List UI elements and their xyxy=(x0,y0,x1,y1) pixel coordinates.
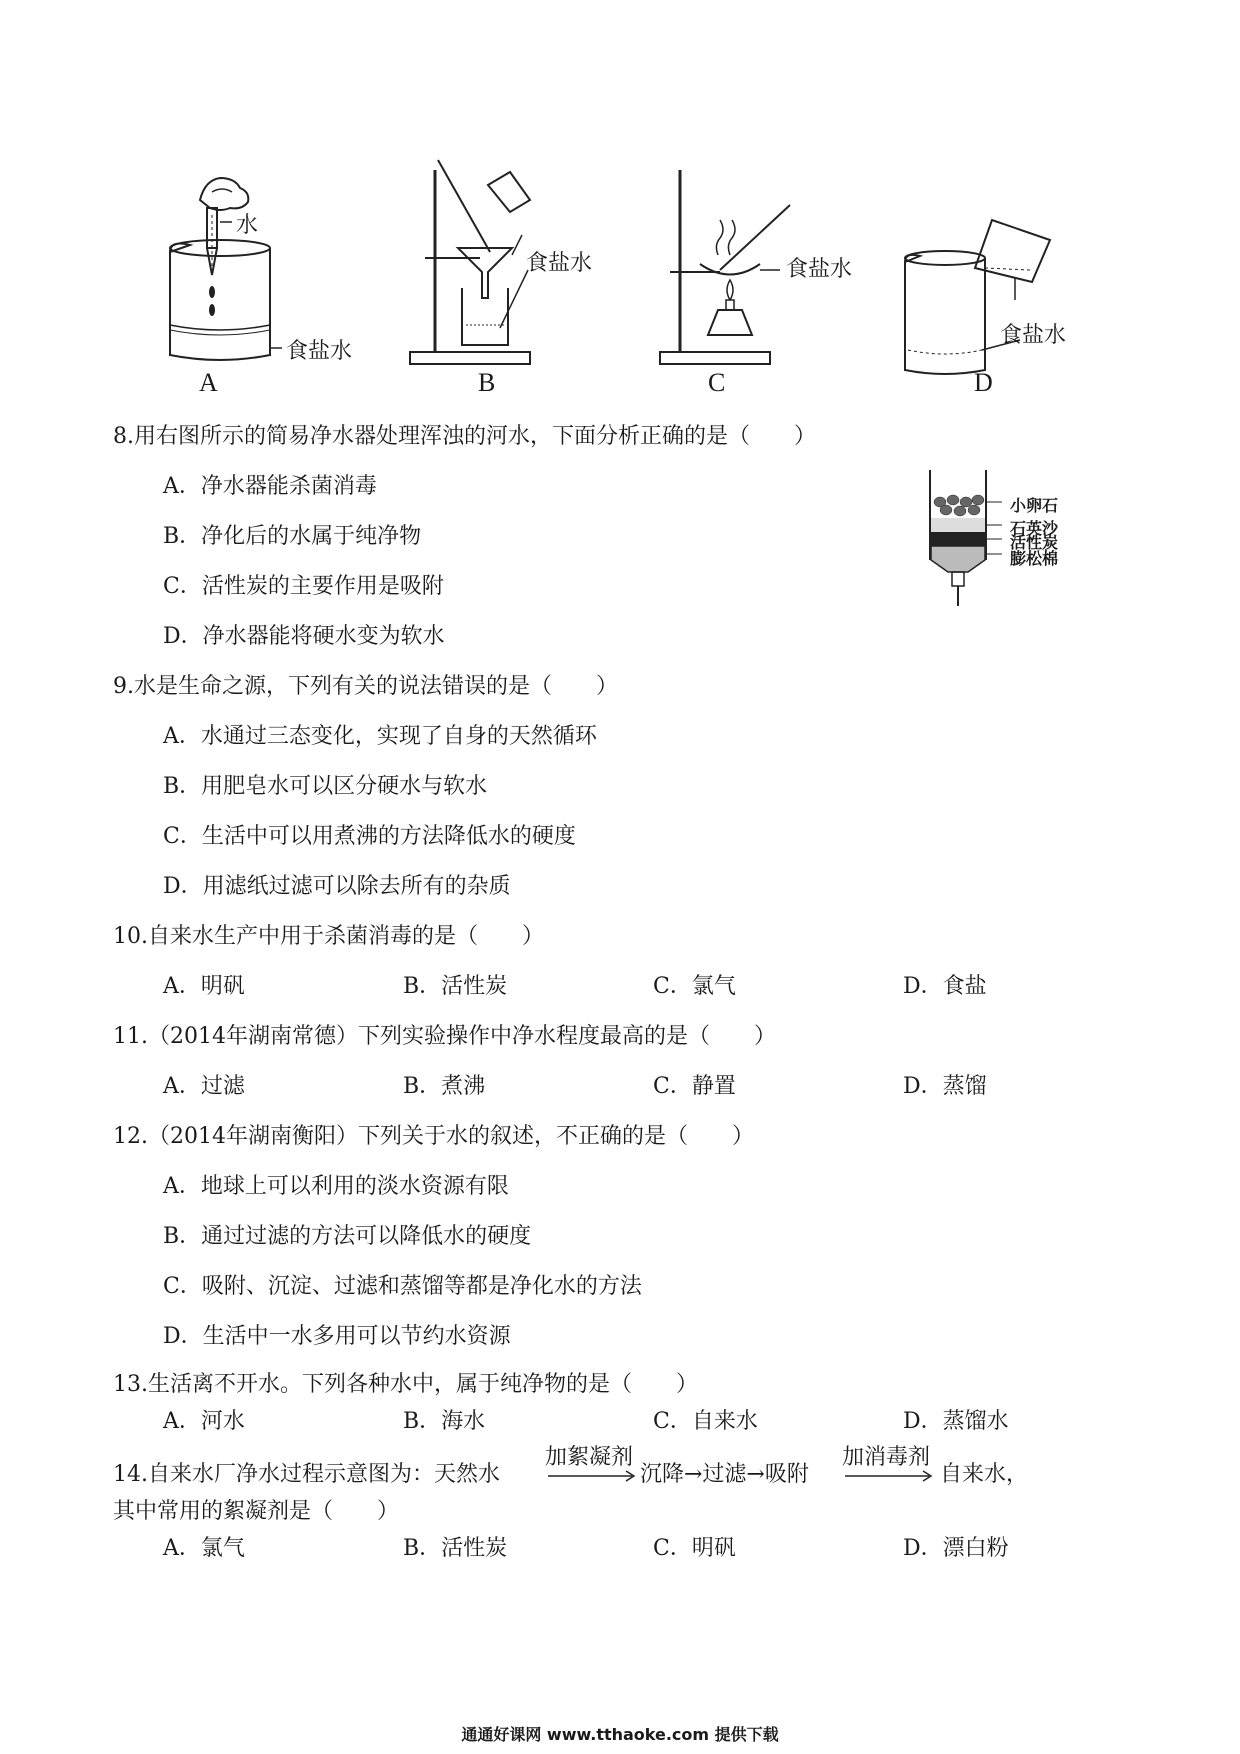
label-salt-water-c: 食盐水 xyxy=(786,257,853,282)
option-a[interactable]: A．过滤 xyxy=(163,1074,245,1099)
filter-layer-quartz-sand: 石英沙 xyxy=(1010,519,1059,538)
option-c[interactable]: C．氯气 xyxy=(653,974,736,999)
question-stem: 8.用右图所示的简易净水器处理浑浊的河水，下面分析正确的是（ ） xyxy=(113,424,816,449)
option-d[interactable]: D．蒸馏 xyxy=(903,1074,987,1099)
question-stem: 10.自来水生产中用于杀菌消毒的是（ ） xyxy=(113,924,544,949)
label-water: 水 xyxy=(236,213,259,238)
option-a[interactable]: A．河水 xyxy=(163,1409,245,1434)
option-c[interactable]: C．自来水 xyxy=(653,1409,758,1434)
option-d[interactable]: D．生活中一水多用可以节约水资源 xyxy=(163,1324,511,1349)
apparatus-b-filtration xyxy=(410,160,630,370)
figure-label-c: C xyxy=(708,368,726,397)
question-stem-part-2: 沉降→过滤→吸附 xyxy=(640,1462,809,1487)
question-stem: 9.水是生命之源，下列有关的说法错误的是（ ） xyxy=(113,674,618,699)
filter-layer-pebbles: 小卵石 xyxy=(1010,496,1059,515)
question-stem-part-3: 自来水， xyxy=(940,1462,1029,1487)
option-b[interactable]: B．活性炭 xyxy=(403,974,508,999)
option-a[interactable]: A．水通过三态变化，实现了自身的天然循环 xyxy=(163,724,597,749)
option-b[interactable]: B．净化后的水属于纯净物 xyxy=(163,524,422,549)
arrow-label-flocculant: 加絮凝剂 xyxy=(545,1445,634,1470)
option-c[interactable]: C．静置 xyxy=(653,1074,736,1099)
option-b[interactable]: B．海水 xyxy=(403,1409,486,1434)
option-c[interactable]: C．明矾 xyxy=(653,1536,736,1561)
option-c[interactable]: C．活性炭的主要作用是吸附 xyxy=(163,574,444,599)
filter-layer-activated-carbon: 活性炭 xyxy=(1010,533,1059,552)
label-salt-water-b: 食盐水 xyxy=(526,251,593,276)
water-filter-diagram xyxy=(928,470,1008,610)
option-b[interactable]: B．煮沸 xyxy=(403,1074,486,1099)
figure-label-a: A xyxy=(199,368,218,397)
option-c[interactable]: C．生活中可以用煮沸的方法降低水的硬度 xyxy=(163,824,576,849)
option-d[interactable]: D．净水器能将硬水变为软水 xyxy=(163,624,445,649)
question-stem-line-2: 其中常用的絮凝剂是（ ） xyxy=(113,1499,400,1524)
option-a[interactable]: A．地球上可以利用的淡水资源有限 xyxy=(163,1174,509,1199)
arrow-right-icon xyxy=(548,1470,638,1482)
option-a[interactable]: A．氯气 xyxy=(163,1536,245,1561)
question-stem: 13.生活离不开水。下列各种水中，属于纯净物的是（ ） xyxy=(113,1372,698,1397)
figure-label-b: B xyxy=(478,368,496,397)
page-footer: 通通好课网 www.tthaoke.com 提供下载 xyxy=(461,1725,779,1744)
question-stem: 11.（2014年湖南常德）下列实验操作中净水程度最高的是（ ） xyxy=(113,1024,776,1049)
option-b[interactable]: B．活性炭 xyxy=(403,1536,508,1561)
option-d[interactable]: D．漂白粉 xyxy=(903,1536,1009,1561)
label-salt-water-a: 食盐水 xyxy=(286,339,353,364)
arrow-label-disinfectant: 加消毒剂 xyxy=(842,1445,931,1470)
figure-label-d: D xyxy=(974,368,993,397)
option-d[interactable]: D．用滤纸过滤可以除去所有的杂质 xyxy=(163,874,511,899)
option-c[interactable]: C．吸附、沉淀、过滤和蒸馏等都是净化水的方法 xyxy=(163,1274,642,1299)
apparatus-a-dropper-beaker xyxy=(150,170,410,370)
arrow-right-icon xyxy=(845,1470,935,1482)
option-d[interactable]: D．蒸馏水 xyxy=(903,1409,1009,1434)
option-b[interactable]: B．通过过滤的方法可以降低水的硬度 xyxy=(163,1224,532,1249)
option-a[interactable]: A．明矾 xyxy=(163,974,245,999)
label-salt-water-d: 食盐水 xyxy=(1000,323,1067,348)
apparatus-d-pouring xyxy=(900,210,1100,400)
question-stem: 12.（2014年湖南衡阳）下列关于水的叙述，不正确的是（ ） xyxy=(113,1124,754,1149)
option-a[interactable]: A．净水器能杀菌消毒 xyxy=(163,474,377,499)
filter-layer-cotton: 膨松棉 xyxy=(1010,549,1059,568)
option-d[interactable]: D．食盐 xyxy=(903,974,987,999)
option-b[interactable]: B．用肥皂水可以区分硬水与软水 xyxy=(163,774,488,799)
question-stem-part-1: 14.自来水厂净水过程示意图为：天然水 xyxy=(113,1462,500,1487)
